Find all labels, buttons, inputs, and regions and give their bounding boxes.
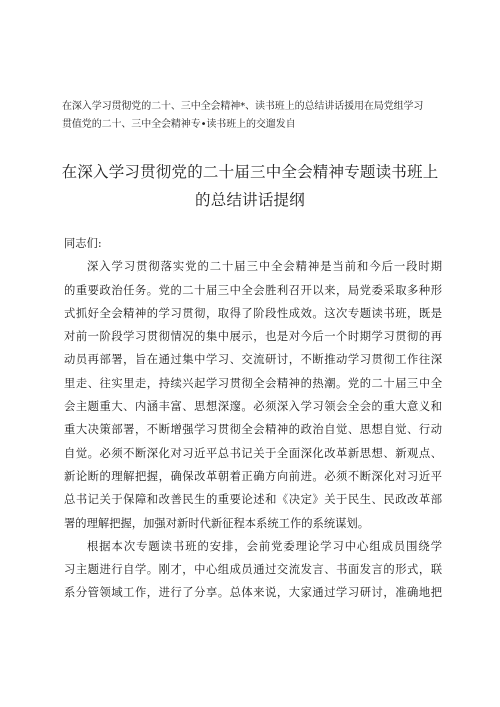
paragraph-line: 动员再部署，旨在通过集中学习、交流研讨，不断推动学习贯彻工作往深 (64, 353, 442, 367)
paragraph-line: 的重要政治任务。党的二十届三中全会胜利召开以来，局党委采取多种形 (64, 283, 442, 297)
paragraph-line: 新论断的理解把握，确保改革朝着正确方向前进。必须不断深化对习近平 (64, 469, 442, 483)
document-title-line-1: 在深入学习贯彻党的二十届三中全会精神专题读书班上 (61, 163, 439, 181)
paragraph-line: 自觉。必须不断深化对习近平总书记关于全面深化改革新思想、新观点、 (64, 446, 442, 460)
document-title (40, 158, 460, 214)
paragraph-line: 署的理解把握，加强对新时代新征程本系统工作的系统谋划。 (64, 516, 370, 530)
running-header (62, 98, 452, 134)
paragraph-line: 根据本次专题读书班的安排，会前党委理论学习中心组成员围绕学 (87, 539, 442, 553)
paragraph-line: 式抓好全会精神的学习贯彻，取得了阶段性成效。这次专题读书班，既是 (64, 306, 442, 320)
paragraph-line: 会主题重大、内涵丰富、思想深邃。必须深入学习领会全会的重大意义和 (64, 400, 442, 414)
document-title-line-2: 的总结讲话提纲 (195, 191, 305, 209)
running-header-line-2: 贯值党的二十、三中全会精神专•读书班上的交遛发自 (62, 119, 296, 130)
paragraph-line: 深入学习贯彻落实党的二十届三中全会精神是当前和今后一段时期 (87, 260, 442, 274)
paragraph-line: 重大决策部署，不断增强学习贯彻全会精神的政治自觉、思想自觉、行动 (64, 423, 442, 437)
document-body (64, 232, 442, 605)
paragraph-1 (64, 255, 442, 535)
paragraph-line: 里走、往实里走，持续兴起学习贯彻全会精神的热潮。党的二十届三中全 (64, 376, 442, 390)
running-header-line-1: 在深入学习贯彻党的二十、三中全会精神*、读书班上的总结讲话援用在局党组学习 (62, 101, 424, 112)
paragraph-line: 系分管领域工作，进行了分享。总体来说，大家通过学习研讨，准确地把 (64, 586, 442, 600)
paragraph-line: 习主题进行自学。刚才，中心组成员通过交流发言、书面发言的形式，联 (64, 563, 442, 577)
salutation: 同志们: (64, 237, 102, 250)
paragraph-line: 对前一阶段学习贯彻情况的集中展示，也是对今后一个时期学习贯彻的再 (64, 330, 442, 344)
paragraph-2 (64, 535, 442, 605)
paragraph-line: 总书记关于保障和改善民生的重要论述和《决定》关于民生、民政改革部 (64, 493, 442, 507)
